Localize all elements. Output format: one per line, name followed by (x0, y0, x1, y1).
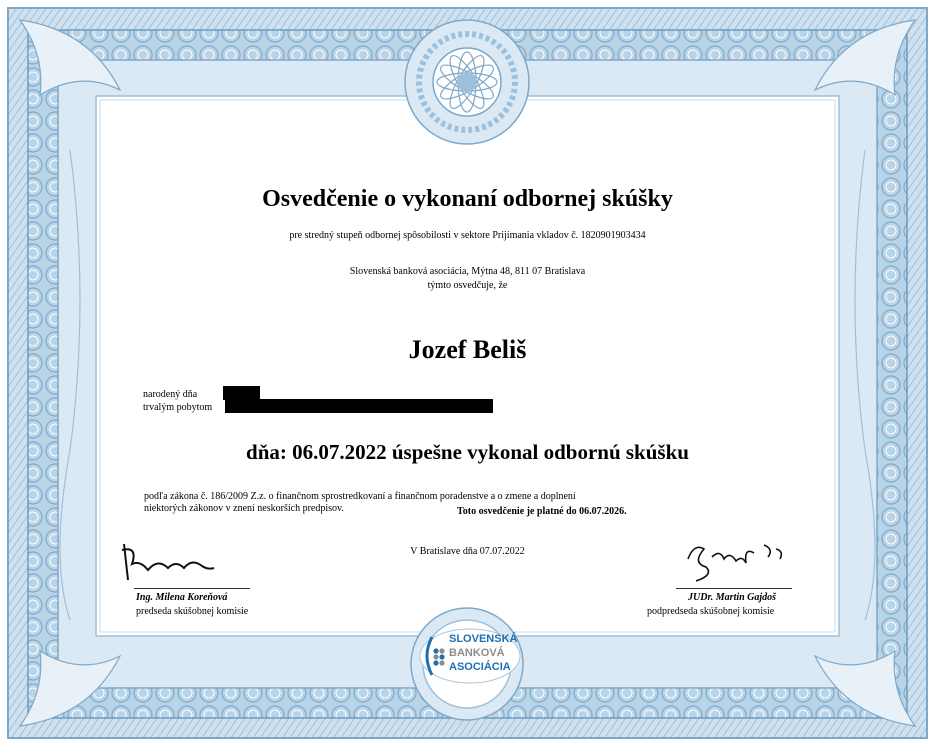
right-signature-line (676, 588, 792, 589)
left-signature-line (134, 588, 250, 589)
vice-chair-role: podpredseda skúšobnej komisie (647, 606, 775, 617)
place-and-date: V Bratislave dňa 07.07.2022 (410, 546, 525, 557)
logo-text-line-2: BANKOVÁ (449, 647, 505, 659)
issuer-address: Slovenská banková asociácia, Mýtna 48, 811 07 Bratislava (349, 266, 586, 277)
chair-role: predseda skúšobnej komisie (136, 606, 249, 617)
redacted-birth-date (223, 386, 260, 400)
legal-basis-line-1: podľa zákona č. 186/2009 Z.z. o finančnom sprostredkovaní a finančnom poradenstve a o zmene a doplnení (144, 491, 576, 502)
certificate-title: Osvedčenie o vykonaní odbornej skúšky (262, 186, 673, 212)
logo-text-line-1: SLOVENSKÁ (449, 633, 518, 645)
exam-passed-statement: dňa: 06.07.2022 úspešne vykonal odbornú skúšku (246, 440, 689, 464)
legal-basis-line-2: niektorých zákonov v znení neskorších predpisov. (144, 503, 344, 514)
chair-name: Ing. Milena Koreňová (136, 592, 228, 603)
issuer-statement: týmto osvedčuje, že (427, 280, 508, 291)
validity-statement: Toto osvedčenie je platné do 06.07.2026. (457, 506, 627, 517)
holder-name: Jozef Beliš (408, 335, 527, 364)
address-label: trvalým pobytom (143, 402, 213, 413)
left-signature (118, 540, 218, 590)
redacted-address (225, 399, 493, 413)
vice-chair-name: JUDr. Martin Gajdoš (688, 592, 777, 603)
association-logo (418, 627, 523, 685)
logo-text-line-3: ASOCIÁCIA (449, 661, 511, 673)
birth-date-label: narodený dňa (143, 389, 198, 400)
certificate-subtitle: pre stredný stupeň odbornej spôsobilosti v sektore Prijímania vkladov č. 1820901903434 (289, 230, 646, 241)
right-signature (684, 535, 794, 585)
